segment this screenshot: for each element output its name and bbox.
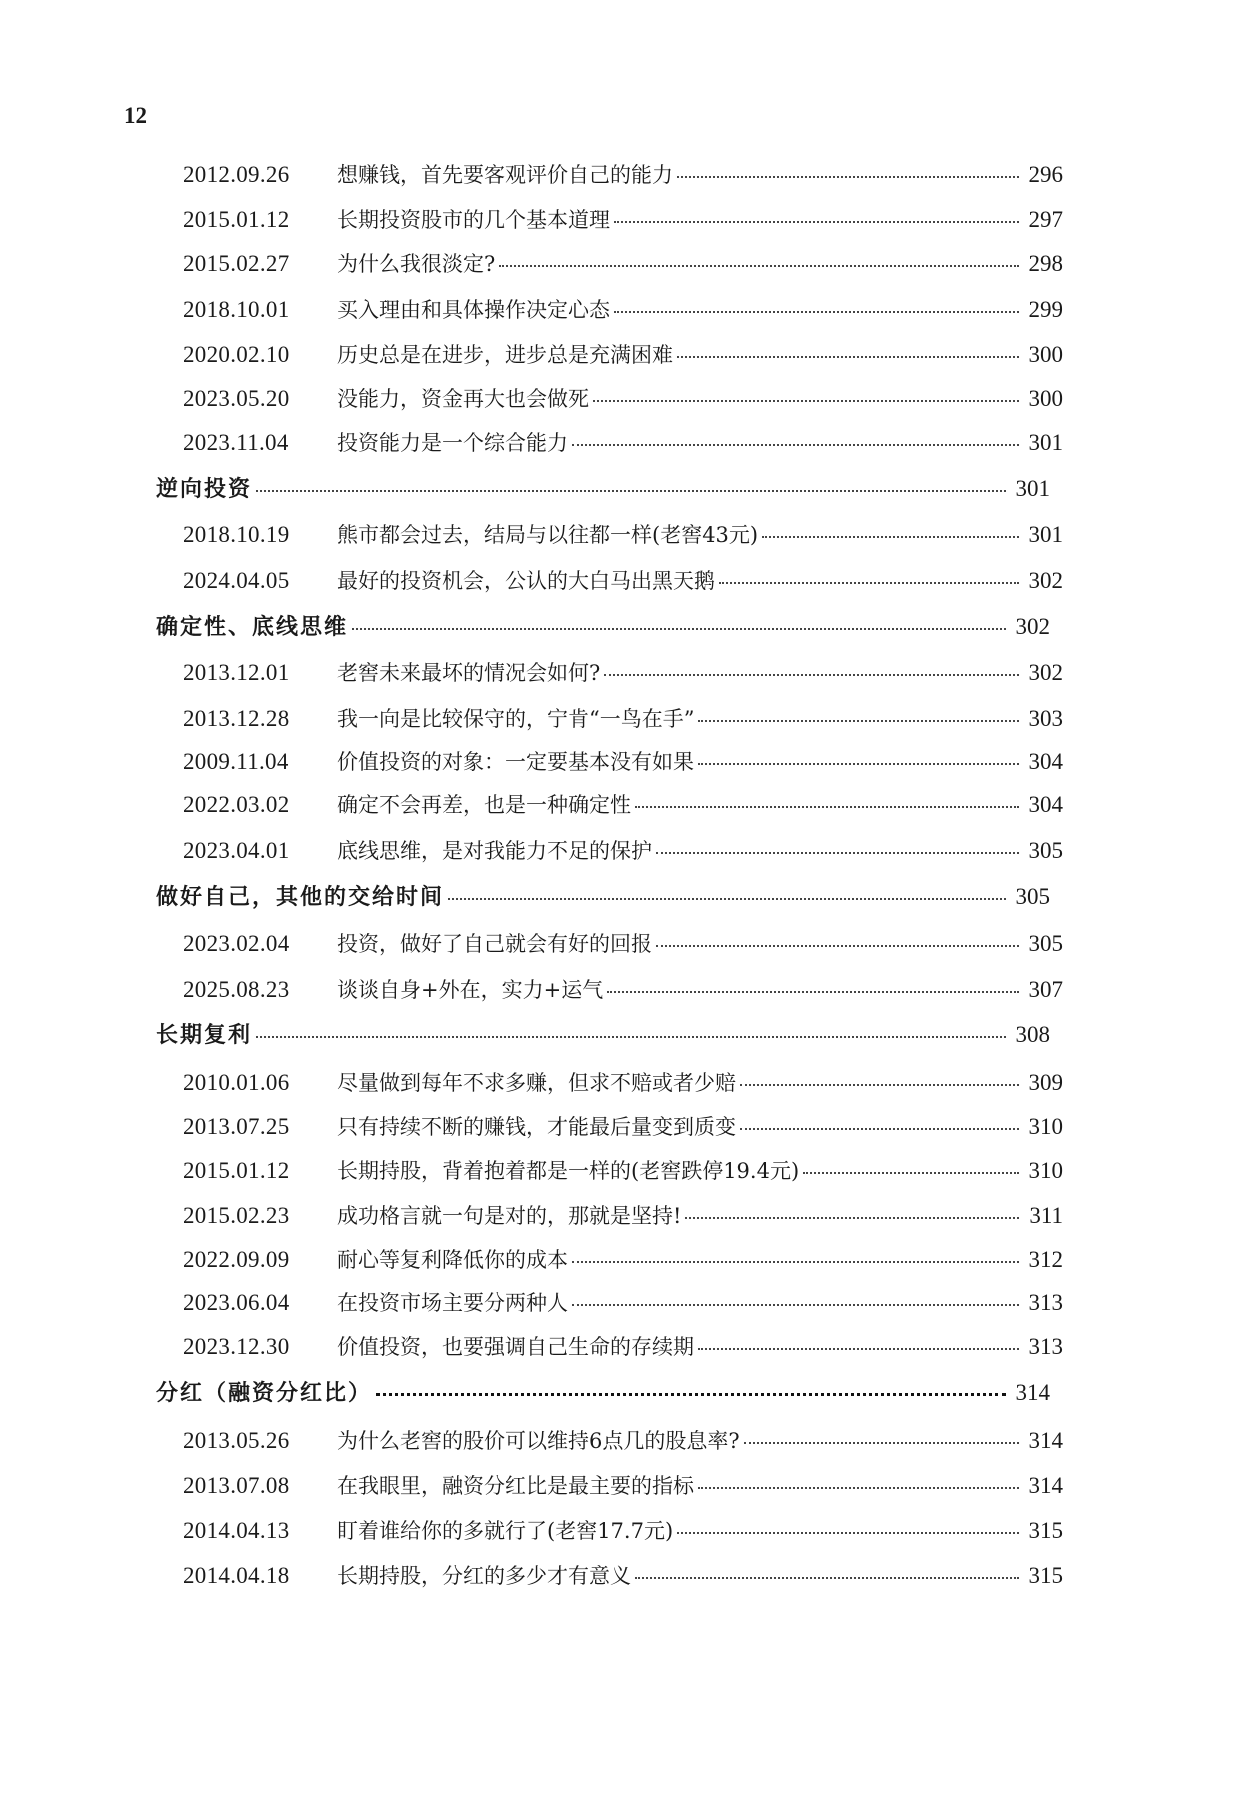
section-page-number: 301: [1015, 476, 1050, 501]
dot-leader: [698, 1348, 1019, 1350]
dot-leader: [762, 536, 1019, 538]
dot-leader: [677, 176, 1019, 178]
entry-title: 没能力，资金再大也会做死: [337, 387, 589, 411]
dot-leader: [656, 852, 1019, 854]
dot-leader: [656, 945, 1019, 947]
entry-date: 2025.08.23: [183, 977, 290, 1002]
dot-leader: [803, 1172, 1019, 1174]
entry-title: 确定不会再差，也是一种确定性: [337, 793, 631, 817]
entry-title: 在投资市场主要分两种人: [337, 1291, 568, 1315]
entry-title: 老窖未来最坏的情况会如何?: [337, 661, 601, 685]
toc-section-heading[interactable]: [156, 885, 1050, 909]
toc-entry[interactable]: [183, 1115, 1063, 1138]
entry-date: 2009.11.04: [183, 749, 289, 774]
toc-entry[interactable]: [183, 1564, 1063, 1587]
dot-leader: [740, 1084, 1019, 1086]
section-page-number: 302: [1015, 614, 1050, 639]
entry-page-number: 300: [1028, 386, 1063, 411]
entry-title: 长期持股，分红的多少才有意义: [337, 1564, 631, 1588]
toc-entry[interactable]: [183, 750, 1063, 773]
entry-page-number: 315: [1028, 1563, 1063, 1588]
entry-page-number: 309: [1028, 1070, 1063, 1095]
dot-leader: [352, 628, 1006, 630]
dot-leader: [572, 1261, 1019, 1263]
entry-date: 2018.10.01: [183, 297, 290, 322]
entry-page-number: 298: [1028, 251, 1063, 276]
page-number: 12: [124, 103, 147, 128]
toc-entry[interactable]: [183, 1335, 1063, 1358]
section-title: 逆向投资: [156, 477, 253, 502]
entry-date: 2020.02.10: [183, 342, 290, 367]
dot-leader: [677, 1532, 1019, 1534]
toc-entry[interactable]: [183, 1071, 1063, 1094]
entry-title: 为什么我很淡定?: [337, 252, 496, 276]
dot-leader: [572, 1304, 1019, 1306]
entry-title: 最好的投资机会，公认的大白马出黑天鹅: [337, 569, 715, 593]
entry-title: 谈谈自身+外在，实力+运气: [337, 978, 604, 1002]
section-title: 分红（融资分红比）: [156, 1381, 373, 1406]
toc-entry[interactable]: [183, 1519, 1063, 1542]
toc-entry[interactable]: [183, 298, 1063, 321]
entry-date: 2013.12.01: [183, 660, 290, 685]
section-page-number: 314: [1015, 1380, 1050, 1405]
entry-page-number: 313: [1028, 1334, 1063, 1359]
dot-leader: [572, 444, 1019, 446]
dot-leader: [719, 582, 1019, 584]
entry-page-number: 312: [1028, 1247, 1063, 1272]
entry-date: 2023.02.04: [183, 931, 290, 956]
dot-leader: [448, 898, 1006, 900]
entry-date: 2014.04.18: [183, 1563, 290, 1588]
entry-title: 投资，做好了自己就会有好的回报: [337, 932, 652, 956]
entry-title: 我一向是比较保守的，宁肯“一鸟在手”: [337, 707, 695, 731]
entry-date: 2022.09.09: [183, 1247, 290, 1272]
entry-title: 耐心等复利降低你的成本: [337, 1248, 568, 1272]
dot-leader: [593, 400, 1019, 402]
dot-leader: [685, 1217, 1019, 1219]
section-title: 长期复利: [156, 1023, 253, 1048]
entry-page-number: 305: [1028, 838, 1063, 863]
toc-section-heading[interactable]: [156, 477, 1050, 501]
entry-page-number: 302: [1028, 568, 1063, 593]
entry-date: 2023.12.30: [183, 1334, 290, 1359]
entry-date: 2023.11.04: [183, 430, 289, 455]
dot-leader: [607, 991, 1019, 993]
entry-page-number: 301: [1028, 522, 1063, 547]
dot-leader: [614, 311, 1019, 313]
entry-title: 买入理由和具体操作决定心态: [337, 298, 610, 322]
dot-leader: [635, 806, 1019, 808]
entry-date: 2013.05.26: [183, 1428, 290, 1453]
entry-date: 2014.04.13: [183, 1518, 290, 1543]
entry-page-number: 304: [1028, 792, 1063, 817]
toc-entry[interactable]: [183, 707, 1063, 730]
entry-page-number: 314: [1028, 1473, 1063, 1498]
entry-page-number: 313: [1028, 1290, 1063, 1315]
entry-date: 2023.04.01: [183, 838, 290, 863]
toc-entry[interactable]: [183, 978, 1063, 1001]
entry-date: 2015.01.12: [183, 1158, 290, 1183]
toc-entry[interactable]: [183, 252, 1063, 275]
dot-leader: [744, 1442, 1019, 1444]
dot-leader: [256, 490, 1006, 492]
entry-date: 2013.07.08: [183, 1473, 290, 1498]
entry-page-number: 303: [1028, 706, 1063, 731]
entry-date: 2023.06.04: [183, 1290, 290, 1315]
toc-entry[interactable]: [183, 1474, 1063, 1497]
entry-date: 2024.04.05: [183, 568, 290, 593]
entry-date: 2015.02.23: [183, 1203, 290, 1228]
entry-title: 熊市都会过去，结局与以往都一样(老窖43元): [337, 523, 759, 547]
entry-page-number: 301: [1028, 430, 1063, 455]
entry-date: 2013.07.25: [183, 1114, 290, 1139]
toc-entry[interactable]: [183, 1291, 1063, 1314]
entry-date: 2018.10.19: [183, 522, 290, 547]
dot-leader: [256, 1036, 1006, 1038]
entry-title: 在我眼里，融资分红比是最主要的指标: [337, 1474, 694, 1498]
entry-title: 历史总是在进步，进步总是充满困难: [337, 343, 673, 367]
entry-page-number: 310: [1028, 1114, 1063, 1139]
section-title: 确定性、底线思维: [156, 615, 349, 640]
dot-leader: [635, 1577, 1019, 1579]
dot-leader: [698, 763, 1019, 765]
toc-entry[interactable]: [183, 1248, 1063, 1271]
entry-page-number: 302: [1028, 660, 1063, 685]
entry-page-number: 305: [1028, 931, 1063, 956]
entry-title: 价值投资的对象：一定要基本没有如果: [337, 750, 694, 774]
entry-title: 为什么老窖的股价可以维持6点几的股息率?: [337, 1429, 740, 1453]
toc-entry[interactable]: [183, 387, 1063, 410]
entry-page-number: 310: [1028, 1158, 1063, 1183]
entry-page-number: 297: [1028, 207, 1063, 232]
toc-section-heading[interactable]: [156, 1023, 1050, 1047]
entry-date: 2022.03.02: [183, 792, 290, 817]
dot-leader: [698, 1487, 1019, 1489]
dot-leader: [499, 265, 1019, 267]
toc-entry[interactable]: [183, 1204, 1063, 1227]
dot-leader: [614, 221, 1019, 223]
entry-title: 尽量做到每年不求多赚，但求不赔或者少赔: [337, 1071, 736, 1095]
entry-title: 价值投资，也要强调自己生命的存续期: [337, 1335, 694, 1359]
entry-date: 2015.02.27: [183, 251, 290, 276]
entry-title: 盯着谁给你的多就行了(老窖17.7元): [337, 1519, 674, 1543]
entry-title: 投资能力是一个综合能力: [337, 431, 568, 455]
entry-page-number: 307: [1028, 977, 1063, 1002]
section-page-number: 308: [1015, 1022, 1050, 1047]
dot-leader: [740, 1128, 1019, 1130]
section-title: 做好自己，其他的交给时间: [156, 885, 445, 910]
toc-entry[interactable]: [183, 523, 1063, 546]
toc-entry[interactable]: [183, 163, 1063, 186]
toc-entry[interactable]: [183, 793, 1063, 816]
entry-date: 2023.05.20: [183, 386, 290, 411]
entry-title: 底线思维，是对我能力不足的保护: [337, 839, 652, 863]
dot-leader: [677, 356, 1019, 358]
dot-leader: [604, 674, 1019, 676]
toc-entry[interactable]: [183, 839, 1063, 862]
toc-entry[interactable]: [183, 661, 1063, 684]
section-page-number: 305: [1015, 884, 1050, 909]
toc-entry[interactable]: [183, 343, 1063, 366]
entry-date: 2012.09.26: [183, 162, 290, 187]
entry-date: 2015.01.12: [183, 207, 290, 232]
entry-title: 长期持股，背着抱着都是一样的(老窖跌停19.4元): [337, 1159, 800, 1183]
entry-date: 2013.12.28: [183, 706, 290, 731]
toc-entry[interactable]: [183, 208, 1063, 231]
entry-title: 长期投资股市的几个基本道理: [337, 208, 610, 232]
entry-page-number: 299: [1028, 297, 1063, 322]
toc-entry[interactable]: [183, 431, 1063, 454]
entry-page-number: 311: [1029, 1203, 1063, 1228]
dot-leader: [698, 720, 1019, 722]
toc-section-heading[interactable]: [156, 1381, 1050, 1405]
entry-title: 想赚钱，首先要客观评价自己的能力: [337, 163, 673, 187]
entry-page-number: 304: [1028, 749, 1063, 774]
toc-entry[interactable]: [183, 1159, 1063, 1182]
entry-page-number: 296: [1028, 162, 1063, 187]
toc-entry[interactable]: [183, 1429, 1063, 1452]
toc-section-heading[interactable]: [156, 615, 1050, 639]
entry-page-number: 300: [1028, 342, 1063, 367]
entry-title: 成功格言就一句是对的，那就是坚持!: [337, 1204, 682, 1228]
dot-leader: [376, 1393, 1006, 1396]
entry-date: 2010.01.06: [183, 1070, 290, 1095]
entry-page-number: 315: [1028, 1518, 1063, 1543]
entry-page-number: 314: [1028, 1428, 1063, 1453]
toc-entry[interactable]: [183, 569, 1063, 592]
toc-entry[interactable]: [183, 932, 1063, 955]
entry-title: 只有持续不断的赚钱，才能最后量变到质变: [337, 1115, 736, 1139]
